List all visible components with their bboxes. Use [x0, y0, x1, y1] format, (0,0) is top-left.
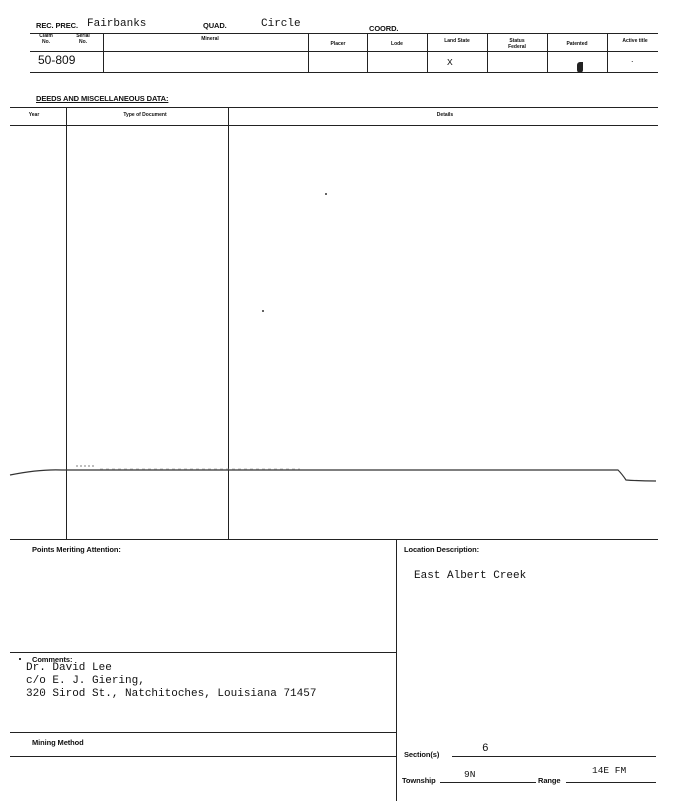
col-active-title: Active title — [622, 38, 648, 44]
deeds-title: DEEDS AND MISCELLANEOUS DATA: — [36, 94, 169, 103]
col-claim-no: Claim No. — [39, 33, 53, 45]
patented-mark — [577, 62, 583, 73]
comments-line-1: Dr. David Lee — [26, 662, 112, 674]
header-line-bottom — [30, 72, 658, 73]
scan-speck — [262, 310, 264, 312]
deeds-bottom — [10, 539, 658, 540]
mining-method-label: Mining Method — [32, 738, 84, 747]
lower-center-divider — [396, 539, 397, 801]
scan-speck — [325, 193, 327, 195]
header-line-top — [30, 33, 658, 34]
rec-prec-label: REC. PREC. — [36, 21, 78, 30]
col-divider-1 — [103, 33, 104, 72]
comments-label: Comments: — [32, 655, 73, 664]
comments-speck — [19, 658, 21, 660]
location-value: East Albert Creek — [414, 570, 527, 582]
township-value: 9N — [464, 769, 476, 780]
col-divider-6 — [547, 33, 548, 72]
quad-label: QUAD. — [203, 21, 227, 30]
col-details: Details — [436, 112, 454, 118]
coord-label: COORD. — [369, 24, 399, 33]
col-year: Year — [28, 112, 40, 118]
col-land-state: Land State — [444, 38, 470, 44]
col-lode: Lode — [391, 41, 403, 47]
comments-line-2: c/o E. J. Giering, — [26, 675, 145, 687]
range-label: Range — [538, 776, 561, 785]
active-title-mark: ˙ — [630, 61, 635, 71]
col-status-federal: Status Federal — [508, 38, 526, 50]
col-mineral: Mineral — [201, 36, 219, 42]
col-patented: Patented — [566, 41, 588, 47]
col-placer: Placer — [330, 41, 346, 47]
col-divider-3 — [367, 33, 368, 72]
land-state-value: X — [447, 57, 453, 68]
col-serial-no: Serial No. — [76, 33, 90, 45]
header-line-mid — [30, 51, 658, 52]
comments-divider — [10, 652, 396, 653]
col-divider-4 — [427, 33, 428, 72]
range-underline — [566, 782, 656, 783]
township-label: Township — [402, 776, 436, 785]
col-divider-2 — [308, 33, 309, 72]
quad-value: Circle — [261, 18, 301, 30]
section-value: 6 — [482, 743, 489, 755]
col-type-of-document: Type of Document — [123, 112, 167, 118]
points-label: Points Meriting Attention: — [32, 545, 121, 554]
rec-prec-value: Fairbanks — [87, 18, 147, 30]
deeds-header-top — [10, 107, 658, 108]
location-label: Location Description: — [404, 545, 479, 554]
col-divider-7 — [607, 33, 608, 72]
fold-line — [0, 460, 678, 490]
deeds-header-bottom — [10, 125, 658, 126]
claim-no-value: 50-809 — [38, 53, 76, 67]
township-underline — [440, 782, 536, 783]
range-value: 14E FM — [592, 765, 627, 776]
mining-underline — [10, 756, 396, 757]
section-underline — [452, 756, 656, 757]
section-label: Section(s) — [404, 750, 440, 759]
comments-line-3: 320 Sirod St., Natchitoches, Louisiana 71457 — [26, 688, 317, 700]
mining-divider — [10, 732, 396, 733]
col-divider-5 — [487, 33, 488, 72]
